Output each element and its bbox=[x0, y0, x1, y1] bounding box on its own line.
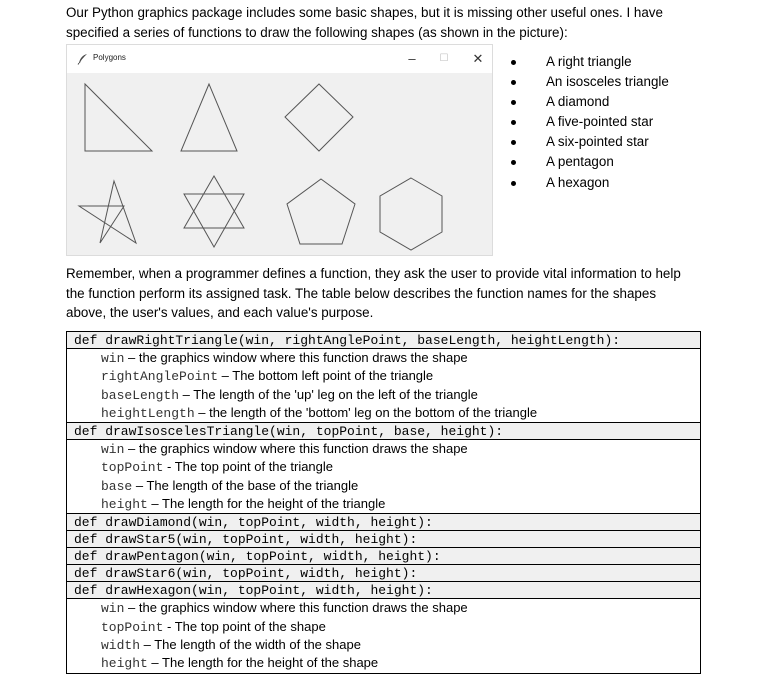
param-description: – The length for the height of the triangle bbox=[147, 496, 386, 512]
param-row bbox=[101, 477, 700, 495]
shape-list-label: A hexagon bbox=[546, 174, 610, 190]
param-description: – the graphics window where this function draws the shape bbox=[124, 441, 468, 457]
function-signature: def drawStar6(win, topPoint, width, height): bbox=[66, 564, 701, 581]
param-name: win bbox=[101, 442, 125, 458]
function-signature: def drawDiamond(win, topPoint, width, height): bbox=[66, 513, 701, 530]
param-row bbox=[101, 636, 700, 654]
shape-list-label: A six-pointed star bbox=[546, 134, 649, 150]
param-row bbox=[101, 440, 700, 458]
param-row bbox=[101, 599, 700, 617]
shape-list-label: An isosceles triangle bbox=[546, 74, 669, 90]
param-description: – the length of the 'bottom' leg on the bottom of the triangle bbox=[194, 404, 538, 420]
shape-list-item bbox=[505, 52, 669, 72]
hexagon-shape bbox=[380, 178, 442, 250]
five-pointed-star-shape bbox=[79, 181, 136, 243]
param-row bbox=[101, 349, 700, 367]
param-name: base bbox=[101, 478, 133, 494]
param-description: – the graphics window where this function draws the shape bbox=[124, 350, 468, 365]
shape-list-item bbox=[505, 173, 669, 193]
param-description: - The top point of the triangle bbox=[163, 459, 334, 475]
function-signature: def drawHexagon(win, topPoint, width, height): bbox=[66, 581, 701, 598]
param-name: topPoint bbox=[101, 460, 164, 476]
param-description: – The length of the width of the shape bbox=[140, 636, 361, 652]
shape-list-item bbox=[505, 112, 669, 132]
param-row bbox=[101, 367, 700, 385]
right-triangle-shape bbox=[85, 84, 152, 151]
param-name: height bbox=[101, 656, 148, 672]
bullet-dot-icon bbox=[511, 80, 516, 85]
bullet-dot-icon bbox=[511, 140, 516, 145]
remember-paragraph: Remember, when a programmer defines a function, they ask the user to provide vital information to help the function perform its assigned task. The table below describes the function names for the shapes above, the user's values, and each value's purpose. bbox=[66, 266, 681, 321]
function-signature: def drawPentagon(win, topPoint, width, height): bbox=[66, 547, 701, 564]
param-row bbox=[101, 386, 700, 404]
param-description: – The bottom left point of the triangle bbox=[218, 368, 434, 384]
function-params-block bbox=[66, 348, 701, 422]
param-description: – The length for the height of the shape bbox=[147, 655, 379, 671]
function-signature: def drawRightTriangle(win, rightAnglePoint, baseLength, heightLength): bbox=[66, 331, 701, 348]
maximize-button[interactable]: ☐ bbox=[439, 53, 449, 64]
bullet-dot-icon bbox=[511, 160, 516, 165]
bullet-dot-icon bbox=[511, 60, 516, 65]
function-params-block bbox=[66, 598, 701, 673]
intro-paragraph: Our Python graphics package includes some basic shapes, but it is missing other useful ones. I have specified a series of functions to draw the following shapes (as shown in the picture): bbox=[66, 5, 663, 40]
param-description: – the graphics window where this function draws the shape bbox=[124, 600, 468, 616]
param-description: – The length of the 'up' leg on the left of the triangle bbox=[179, 386, 478, 402]
bullet-dot-icon bbox=[511, 181, 516, 186]
param-name: win bbox=[101, 601, 125, 617]
param-row bbox=[101, 618, 700, 636]
param-description: – The length of the base of the triangle bbox=[132, 477, 359, 493]
param-description: - The top point of the shape bbox=[163, 618, 326, 634]
six-pointed-star-lower-triangle bbox=[184, 194, 244, 247]
param-name: win bbox=[101, 351, 125, 366]
shape-list-item bbox=[505, 92, 669, 112]
drawing-canvas bbox=[67, 73, 492, 255]
param-name: width bbox=[101, 637, 141, 653]
polygons-window bbox=[66, 44, 493, 256]
function-signature: def drawStar5(win, topPoint, width, height): bbox=[66, 530, 701, 547]
function-signature: def drawIsoscelesTriangle(win, topPoint, base, height): bbox=[66, 422, 701, 439]
six-pointed-star-upper-triangle bbox=[184, 176, 244, 228]
isosceles-triangle-shape bbox=[181, 84, 237, 151]
close-button[interactable]: ✕ bbox=[472, 51, 484, 66]
bullet-dot-icon bbox=[511, 120, 516, 125]
pentagon-shape bbox=[287, 179, 355, 244]
shape-list-label: A diamond bbox=[546, 94, 610, 110]
param-name: topPoint bbox=[101, 619, 164, 635]
param-name: heightLength bbox=[101, 405, 195, 421]
function-params-block bbox=[66, 439, 701, 513]
window-titlebar[interactable] bbox=[67, 45, 492, 73]
param-row bbox=[101, 654, 700, 672]
shape-list-label: A pentagon bbox=[546, 154, 614, 170]
param-row bbox=[101, 404, 700, 422]
param-name: height bbox=[101, 497, 148, 513]
diamond-shape bbox=[285, 84, 353, 151]
feather-icon bbox=[77, 53, 89, 65]
param-row bbox=[101, 495, 700, 513]
shape-list-item bbox=[505, 132, 669, 152]
shape-list-label: A right triangle bbox=[546, 54, 632, 69]
minimize-button[interactable]: – bbox=[408, 51, 416, 66]
bullet-dot-icon bbox=[511, 100, 516, 105]
function-table bbox=[66, 331, 701, 674]
shape-list-item bbox=[505, 152, 669, 172]
param-row bbox=[101, 458, 700, 476]
shape-list-label: A five-pointed star bbox=[546, 114, 654, 130]
param-name: baseLength bbox=[101, 387, 180, 403]
param-name: rightAnglePoint bbox=[101, 369, 219, 385]
shape-list bbox=[505, 52, 669, 193]
window-title: Polygons bbox=[93, 53, 126, 62]
shape-list-item bbox=[505, 72, 669, 92]
